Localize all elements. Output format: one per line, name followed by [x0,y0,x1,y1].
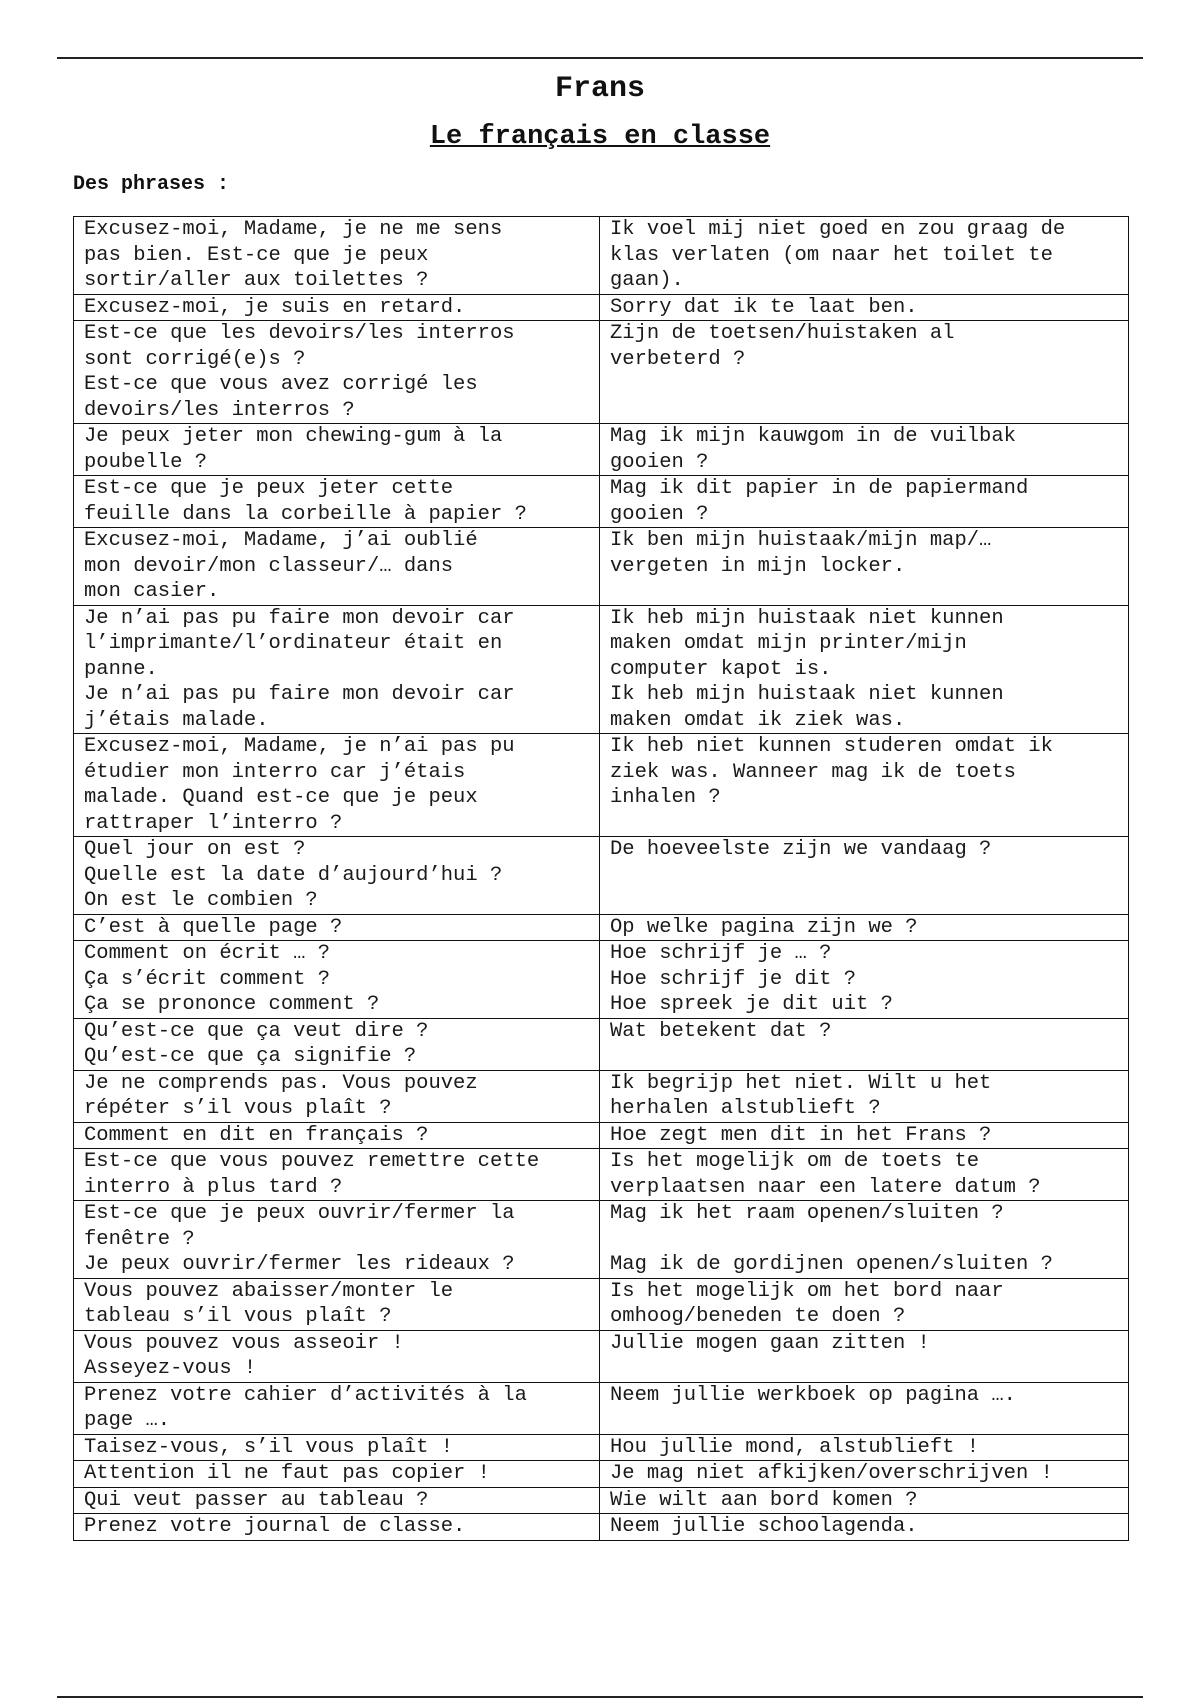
table-row [74,1382,1129,1434]
french-phrase-cell: C’est à quelle page ? [74,914,600,941]
table-row [74,1149,1129,1201]
dutch-translation-cell: Ik ben mijn huistaak/mijn map/… vergeten in mijn locker. [600,528,1129,606]
table-row [74,1330,1129,1382]
table-row [74,914,1129,941]
dutch-translation-cell: Mag ik het raam openen/sluiten ? Mag ik de gordijnen openen/sluiten ? [600,1201,1129,1279]
table-row [74,941,1129,1019]
french-phrase-cell: Taisez-vous, s’il vous plaît ! [74,1434,600,1461]
table-row [74,294,1129,321]
dutch-translation-cell: Ik voel mij niet goed en zou graag de klas verlaten (om naar het toilet te gaan). [600,217,1129,295]
table-row [74,1201,1129,1279]
table-row [74,1018,1129,1070]
french-phrase-cell: Vous pouvez vous asseoir ! Asseyez-vous ! [74,1330,600,1382]
french-phrase-cell: Comment en dit en français ? [74,1122,600,1149]
dutch-translation-cell: Jullie mogen gaan zitten ! [600,1330,1129,1382]
section-label: Des phrases : [73,173,230,196]
table-row [74,837,1129,915]
french-phrase-cell: Qui veut passer au tableau ? [74,1487,600,1514]
dutch-translation-cell: Is het mogelijk om de toets te verplaatsen naar een latere datum ? [600,1149,1129,1201]
french-phrase-cell: Qu’est-ce que ça veut dire ? Qu’est-ce que ça signifie ? [74,1018,600,1070]
table-row [74,1278,1129,1330]
table-row [74,1461,1129,1488]
table-row [74,1514,1129,1541]
dutch-translation-cell: Ik heb mijn huistaak niet kunnen maken omdat mijn printer/mijn computer kapot is. Ik heb mijn huistaak niet kunnen maken omdat ik ziek was. [600,605,1129,734]
dutch-translation-cell: Sorry dat ik te laat ben. [600,294,1129,321]
table-row [74,605,1129,734]
french-phrase-cell: Est-ce que je peux jeter cette feuille dans la corbeille à papier ? [74,476,600,528]
table-row [74,321,1129,424]
dutch-translation-cell: Wat betekent dat ? [600,1018,1129,1070]
french-phrase-cell: Je ne comprends pas. Vous pouvez répéter s’il vous plaît ? [74,1070,600,1122]
table-row [74,734,1129,837]
dutch-translation-cell: Neem jullie schoolagenda. [600,1514,1129,1541]
dutch-translation-cell: Hou jullie mond, alstublieft ! [600,1434,1129,1461]
french-phrase-cell: Excusez-moi, Madame, je ne me sens pas bien. Est-ce que je peux sortir/aller aux toilettes ? [74,217,600,295]
dutch-translation-cell: Op welke pagina zijn we ? [600,914,1129,941]
french-phrase-cell: Quel jour on est ? Quelle est la date d’aujourd’hui ? On est le combien ? [74,837,600,915]
dutch-translation-cell: Is het mogelijk om het bord naar omhoog/beneden te doen ? [600,1278,1129,1330]
table-row [74,476,1129,528]
phrase-table-body [74,217,1129,1541]
french-phrase-cell: Est-ce que vous pouvez remettre cette interro à plus tard ? [74,1149,600,1201]
top-rule [57,57,1143,59]
dutch-translation-cell: Hoe zegt men dit in het Frans ? [600,1122,1129,1149]
phrase-table [73,216,1129,1541]
french-phrase-cell: Excusez-moi, Madame, je n’ai pas pu étudier mon interro car j’étais malade. Quand est-ce que je peux rattraper l’interro ? [74,734,600,837]
document-title: Frans [554,72,645,106]
dutch-translation-cell: De hoeveelste zijn we vandaag ? [600,837,1129,915]
french-phrase-cell: Je n’ai pas pu faire mon devoir car l’imprimante/l’ordinateur était en panne. Je n’ai pas pu faire mon devoir car j’étais malade. [74,605,600,734]
table-row [74,1487,1129,1514]
dutch-translation-cell: Je mag niet afkijken/overschrijven ! [600,1461,1129,1488]
dutch-translation-cell: Wie wilt aan bord komen ? [600,1487,1129,1514]
french-phrase-cell: Est-ce que les devoirs/les interros sont corrigé(e)s ? Est-ce que vous avez corrigé les devoirs/les interros ? [74,321,600,424]
table-row [74,1122,1129,1149]
dutch-translation-cell: Mag ik dit papier in de papiermand gooien ? [600,476,1129,528]
table-row [74,1434,1129,1461]
french-phrase-cell: Excusez-moi, je suis en retard. [74,294,600,321]
table-row [74,217,1129,295]
french-phrase-cell: Prenez votre cahier d’activités à la page …. [74,1382,600,1434]
french-phrase-cell: Je peux jeter mon chewing-gum à la poubelle ? [74,424,600,476]
table-row [74,528,1129,606]
dutch-translation-cell: Hoe schrijf je … ? Hoe schrijf je dit ? Hoe spreek je dit uit ? [600,941,1129,1019]
table-row [74,424,1129,476]
french-phrase-cell: Prenez votre journal de classe. [74,1514,600,1541]
dutch-translation-cell: Neem jullie werkboek op pagina …. [600,1382,1129,1434]
dutch-translation-cell: Zijn de toetsen/huistaken al verbeterd ? [600,321,1129,424]
document-subtitle: Le français en classe [429,122,771,152]
table-row [74,1070,1129,1122]
french-phrase-cell: Vous pouvez abaisser/monter le tableau s’il vous plaît ? [74,1278,600,1330]
french-phrase-cell: Excusez-moi, Madame, j’ai oublié mon devoir/mon classeur/… dans mon casier. [74,528,600,606]
french-phrase-cell: Attention il ne faut pas copier ! [74,1461,600,1488]
dutch-translation-cell: Ik begrijp het niet. Wilt u het herhalen alstublieft ? [600,1070,1129,1122]
french-phrase-cell: Comment on écrit … ? Ça s’écrit comment ? Ça se prononce comment ? [74,941,600,1019]
dutch-translation-cell: Mag ik mijn kauwgom in de vuilbak gooien ? [600,424,1129,476]
french-phrase-cell: Est-ce que je peux ouvrir/fermer la fenêtre ? Je peux ouvrir/fermer les rideaux ? [74,1201,600,1279]
bottom-rule [57,1696,1143,1698]
dutch-translation-cell: Ik heb niet kunnen studeren omdat ik ziek was. Wanneer mag ik de toets inhalen ? [600,734,1129,837]
